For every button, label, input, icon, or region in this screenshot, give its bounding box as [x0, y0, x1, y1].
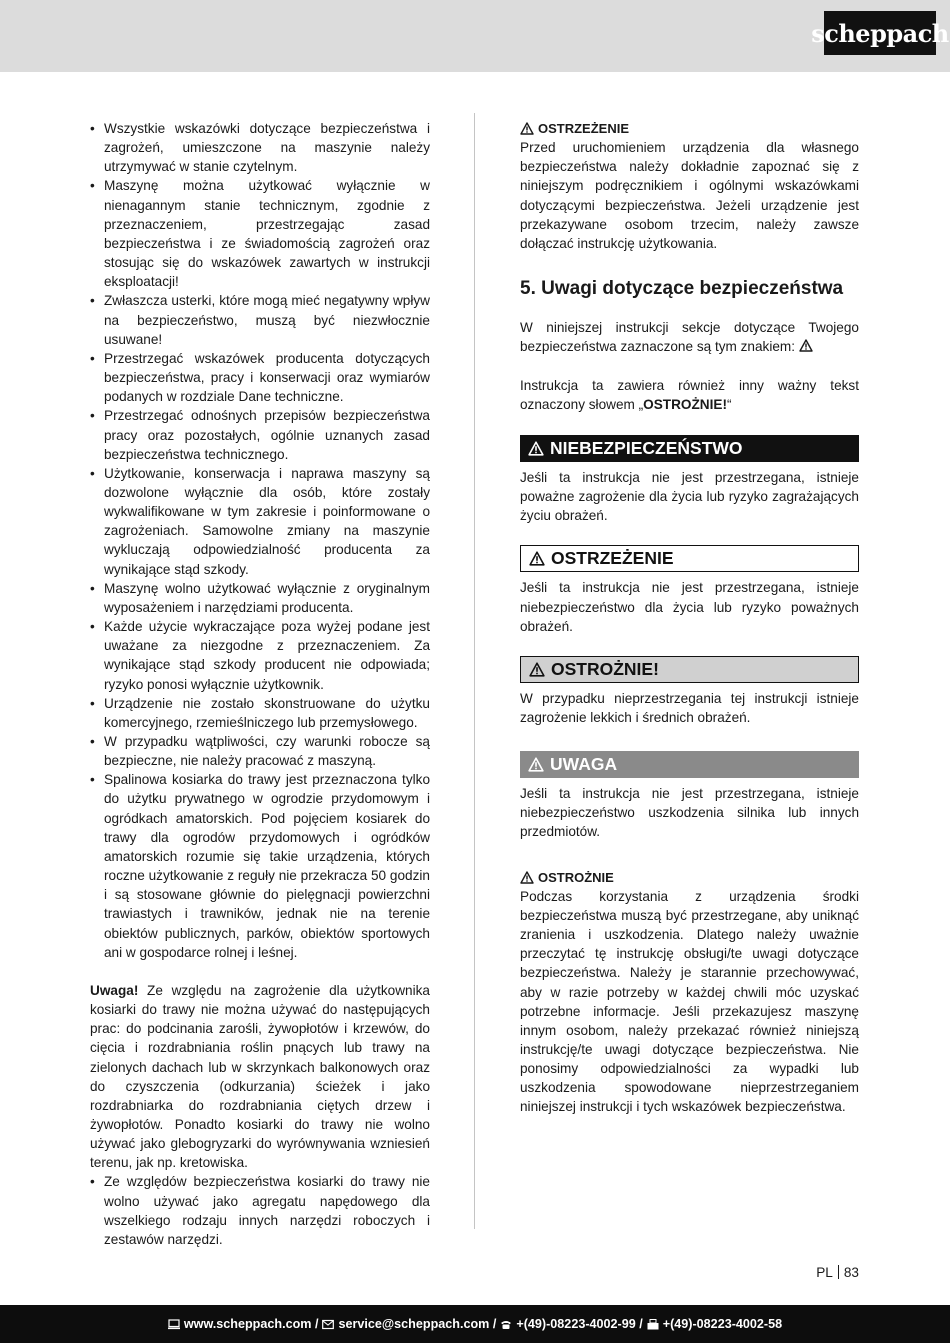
footer-phone-text[interactable]: +(49)-08223-4002-99 / [516, 1317, 643, 1331]
footer-website[interactable] [168, 1317, 319, 1331]
footer-email[interactable] [322, 1317, 496, 1331]
page-footer [0, 1305, 950, 1343]
email-icon [322, 1319, 334, 1330]
list-item: • Urządzenie nie zostało skonstruowane do użytku komercyjnego, rzemieślniczego lub przemysłowego. [90, 694, 430, 732]
intro-warning-heading [520, 119, 859, 138]
list-item: • Wszystkie wskazówki dotyczące bezpieczeństwa i zagrożeń, umieszczone na maszynie należy utrzymywać w stanie czytelnym. [90, 119, 430, 176]
page-language: PL [816, 1265, 833, 1280]
attention-label: Uwaga! [90, 982, 139, 998]
notice-text: Jeśli ta instrukcja nie jest przestrzegana, istnieje niebezpieczeństwo uszkodzenia silnika lub innych przedmiotów. [520, 786, 859, 840]
warning-label: OSTRZEŻENIE [551, 548, 674, 569]
list-item: • Użytkowanie, konserwacja i naprawa maszyny są dozwolone wyłącznie dla osób, które zostały wykwalifikowane w tym zakresie i poinformowane o zagrożeniach. Samowolne zmiany na maszynie wykluczają odpowiedzialność producenta za wynikające stąd szkody. [90, 464, 430, 579]
page-header [0, 0, 950, 72]
final-caution-title: OSTROŻNIE [538, 869, 614, 885]
keyword-text-before: Instrukcja ta zawiera również inny ważny tekst oznaczony słowem „ [520, 377, 859, 412]
notice-box [520, 751, 859, 778]
list-item: • Przestrzegać wskazówek producenta dotyczących bezpieczeństwa, pracy i konserwacji oraz wymiarów podanych w rozdziale Dane techniczne. [90, 349, 430, 406]
phone-icon [500, 1319, 512, 1330]
scheppach-logo: scheppach [824, 11, 936, 55]
danger-label: NIEBEZPIECZEŃSTWO [550, 437, 743, 458]
section-title: 5. Uwagi dotyczące bezpieczeństwa [520, 278, 844, 300]
list-item: • Maszynę można użytkować wyłącznie w nienagannym stanie technicznym, zgodnie z przeznaczeniem, przestrzegając zasad bezpieczeństwa i ze świadomością zagrożeń oraz stosując się do wskazówek zawartych w instrukcji eksploatacji! [90, 176, 430, 291]
page-number-value: 83 [843, 1265, 859, 1280]
warning-triangle-icon [528, 441, 544, 456]
notice-label: UWAGA [550, 754, 618, 775]
list-item: • Każde użycie wykraczające poza wyżej podane jest uważane za niezgodne z przeznaczeniem. Za wynikające stąd szkody producent nie odpowiada; ryzyko ponosi wyłącznie użytkownik. [90, 617, 430, 694]
list-item: • Ze względów bezpieczeństwa kosiarki do trawy nie wolno używać jako agregatu napędowego dla wszelkiego rodzaju innych narzędzi roboczych i zestawów narzędzi. [90, 1172, 430, 1249]
list-item: • Spalinowa kosiarka do trawy jest przeznaczona tylko do użytku prywatnego w ogrodzie przydomowym i ogródkach amatorskich. Pod pojęciem kosiarek do trawy dla ogrodów przydomowych i ogródków amatorskich rozumie się takie urządzenia, których roczne użytkowanie z reguły nie przekracza 50 godzin i są stosowane głównie do pielęgnacji powierzchni trawiastych i trawników, jednak nie na terenie obiektów publicznych, parków, obiektów sportowych ani w gospodarce rolnej i leśnej. [90, 770, 430, 962]
attention-text: Ze względu na zagrożenie dla użytkownika kosiarki do trawy nie można używać do następujących prac: do podcinania zarośli, żywopłotów i krzewów, do cięcia i rozdrabniania roślin pnących lub trawy na zielonych dachach lub w skrzynkach balkonowych oraz do czyszczenia (odkurzania) ścieżek i jako rozdrabniarka do rozdrabniania ciętych drzew i żywopłotów. Ponadto kosiarki do trawy nie wolno używać jako glebogryzarki do wyrównywania wzniesień terenu, jak np. kretowiska. [90, 982, 430, 1171]
fax-icon [647, 1319, 659, 1330]
warning-triangle-icon [520, 871, 534, 884]
footer-website-text[interactable]: www.scheppach.com / [183, 1317, 319, 1331]
warning-triangle-icon [529, 662, 545, 677]
danger-text: Jeśli ta instrukcja nie jest przestrzegana, istnieje poważne zagrożenie dla życia lub ryzyko zagrażających życiu obrażeń. [520, 469, 859, 524]
footer-email-text[interactable]: service@scheppach.com / [338, 1317, 497, 1331]
computer-icon [168, 1319, 180, 1330]
page-number [816, 1265, 859, 1280]
warning-triangle-icon [799, 339, 813, 352]
safety-bullet-list-2 [90, 1172, 430, 1249]
final-caution-heading [520, 868, 859, 887]
list-item: • Zwłaszcza usterki, które mogą mieć negatywny wpływ na bezpieczeństwo, muszą być niezwłocznie usuwane! [90, 291, 430, 348]
final-caution-text: Podczas korzystania z urządzenia środki bezpieczeństwa muszą być przestrzegane, aby uniknąć zranienia i uszkodzenia. Dlatego należy uważnie przeczytać tę instrukcję obsługi/te uwagi dotyczące bezpieczeństwa. Należy je starannie przechowywać, aby w razie potrzeby w każdej chwili móc uzyskać potrzebne informacje. Jeśli przekazujesz maszynę innym osobom, należy przekazać również niniejszą instrukcję/te uwagi dotyczące bezpieczeństwa. Nie ponosimy odpowiedzialności za wypadki lub uszkodzenia spowodowane nieprzestrzeganiem niniejszej instrukcji i tych wskazówek bezpieczeństwa. [520, 888, 859, 1115]
caution-label: OSTROŻNIE! [551, 658, 659, 679]
footer-phone[interactable] [500, 1317, 642, 1331]
keyword-paragraph [520, 376, 859, 414]
warning-text: Jeśli ta instrukcja nie jest przestrzegana, istnieje niebezpieczeństwo dla życia lub ryzyko poważnych obrażeń. [520, 580, 859, 634]
warning-box [520, 545, 859, 572]
attention-paragraph [90, 981, 430, 1173]
footer-fax-text: +(49)-08223-4002-58 [662, 1317, 783, 1331]
warning-triangle-icon [528, 757, 544, 772]
list-item: • Maszynę wolno użytkować wyłącznie z oryginalnym wyposażeniem i narzędziami producenta. [90, 579, 430, 617]
page-number-separator [838, 1265, 839, 1279]
safety-bullet-list [90, 119, 430, 962]
warning-triangle-icon [529, 551, 545, 566]
keyword-text-after: “ [726, 396, 732, 412]
caution-box [520, 656, 859, 683]
right-column [520, 119, 859, 1117]
keyword: OSTROŻNIE! [643, 396, 727, 412]
list-item: • Przestrzegać odnośnych przepisów bezpieczeństwa pracy oraz pozostałych, ogólnie uznanych zasad bezpieczeństwa technicznego. [90, 406, 430, 463]
list-item: • W przypadku wątpliwości, czy warunki robocze są bezpieczne, nie należy pracować z maszyną. [90, 732, 430, 770]
intro-warning-title: OSTRZEŻENIE [538, 121, 630, 136]
section-intro [520, 318, 859, 356]
footer-fax [647, 1317, 782, 1331]
caution-text: W przypadku nieprzestrzegania tej instrukcji istnieje zagrożenie lekkich i średnich obrażeń. [520, 690, 859, 725]
column-divider [474, 113, 475, 1229]
intro-warning-text: Przed uruchomieniem urządzenia dla własnego bezpieczeństwa należy dokładnie zapoznać się z niniejszym podręcznikiem i ogólnymi wskazówkami dotyczącymi bezpieczeństwa. Jeżeli urządzenie jest przekazywane osobom trzecim, należy zawsze dołączać instrukcję użytkowania. [520, 140, 859, 251]
section-intro-text: W niniejszej instrukcji sekcje dotyczące Twojego bezpieczeństwa zaznaczone są tym znakiem: [520, 320, 859, 355]
left-column [90, 119, 430, 1249]
warning-triangle-icon [520, 122, 534, 135]
danger-box [520, 435, 859, 462]
